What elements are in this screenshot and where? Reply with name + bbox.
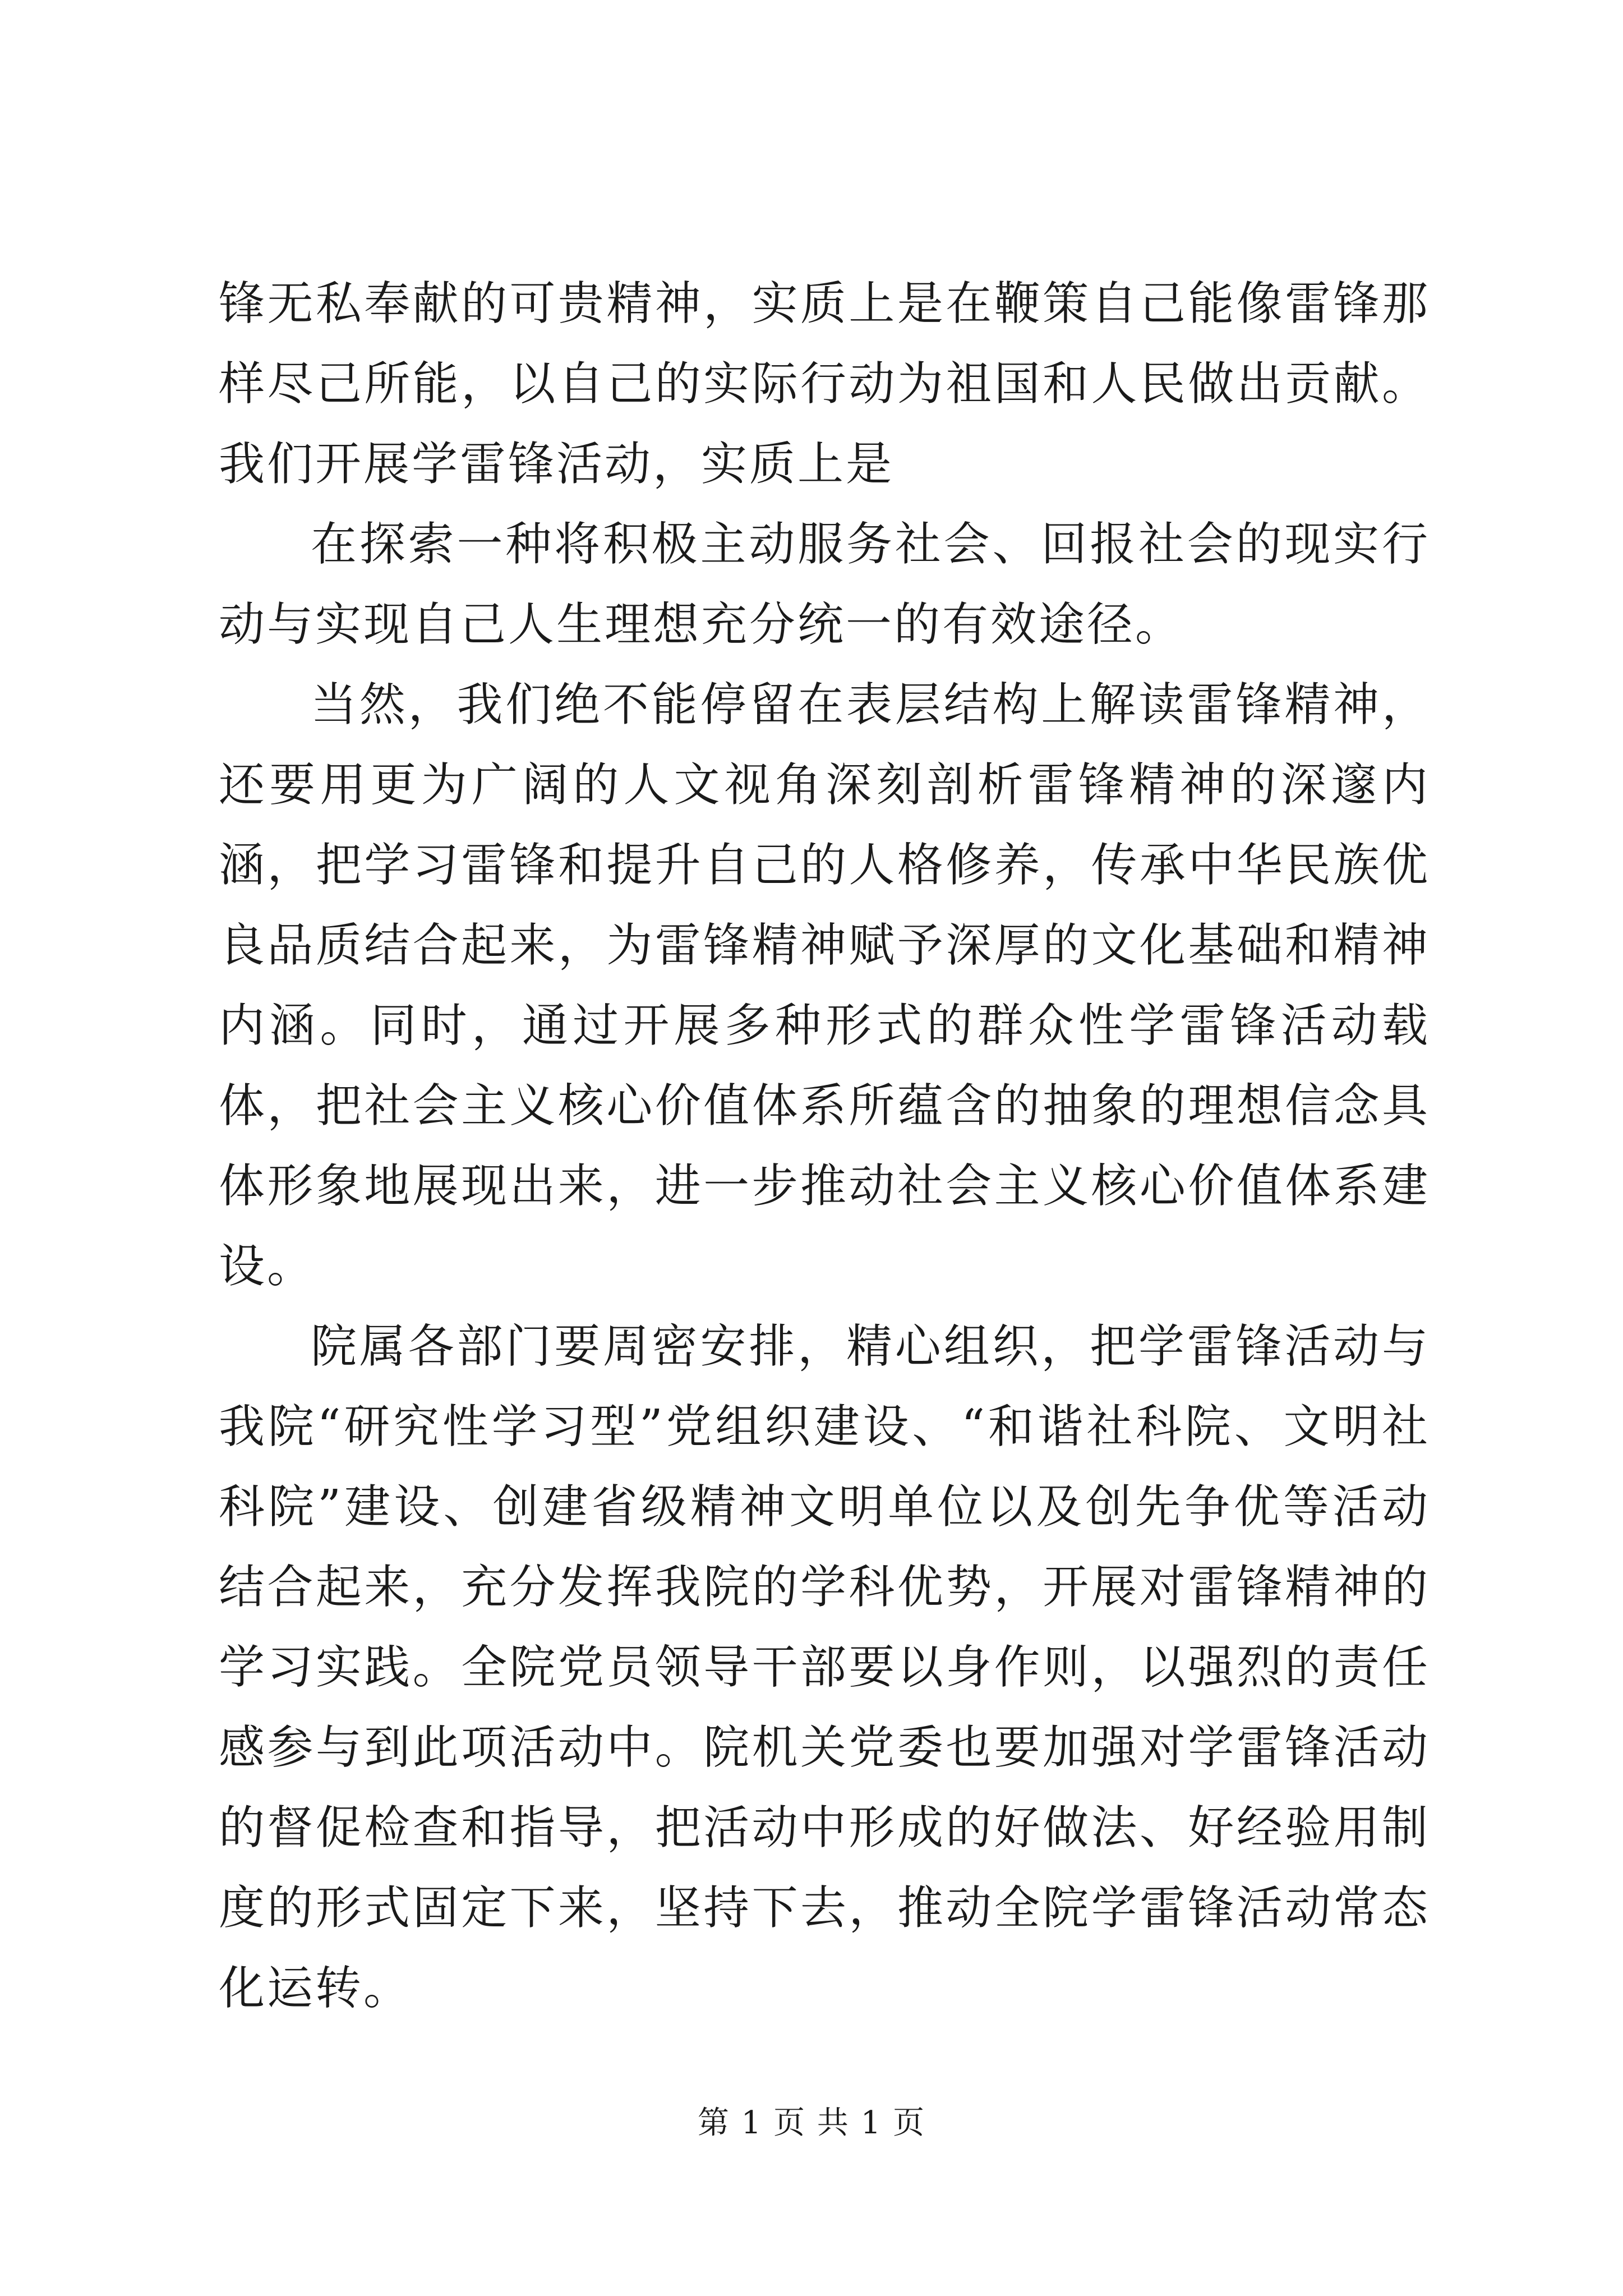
document-body: [219, 264, 1430, 2028]
paragraph-4: 院属各部门要周密安排，精心组织，把学雷锋活动与我院“研究性学习型”党组织建设、“和谐社科院、文明社科院”建设、创建省级精神文明单位以及创先争优等活动结合起来，充分发挥我院的学科优势，开展对雷锋精神的学习实践。全院党员领导干部要以身作则，以强烈的责任感参与到此项活动中。院机关党委也要加强对学雷锋活动的督促检查和指导，把活动中形成的好做法、好经验用制度的形式固定下来，坚持下去，推动全院学雷锋活动常态化运转。: [219, 1320, 1430, 2015]
page-number-label: 第 1 页 共 1 页: [697, 2105, 926, 2141]
paragraph-1: 锋无私奉献的可贵精神，实质上是在鞭策自己能像雷锋那样尽己所能，以自己的实际行动为祖国和人民做出贡献。我们开展学雷锋活动，实质上是: [219, 277, 1430, 491]
paragraph-3: 当然，我们绝不能停留在表层结构上解读雷锋精神，还要用更为广阔的人文视角深刻剖析雷锋精神的深邃内涵，把学习雷锋和提升自己的人格修养，传承中华民族优良品质结合起来，为雷锋精神赋予深厚的文化基础和精神内涵。同时，通过开展多种形式的群众性学雷锋活动载体，把社会主义核心价值体系所蕴含的抽象的理想信念具体形象地展现出来，进一步推动社会主义核心价值体系建设。: [219, 678, 1430, 1293]
page-footer: [0, 2101, 1623, 2146]
paragraph-2: 在探索一种将积极主动服务社会、回报社会的现实行动与实现自己人生理想充分统一的有效途径。: [219, 518, 1430, 651]
